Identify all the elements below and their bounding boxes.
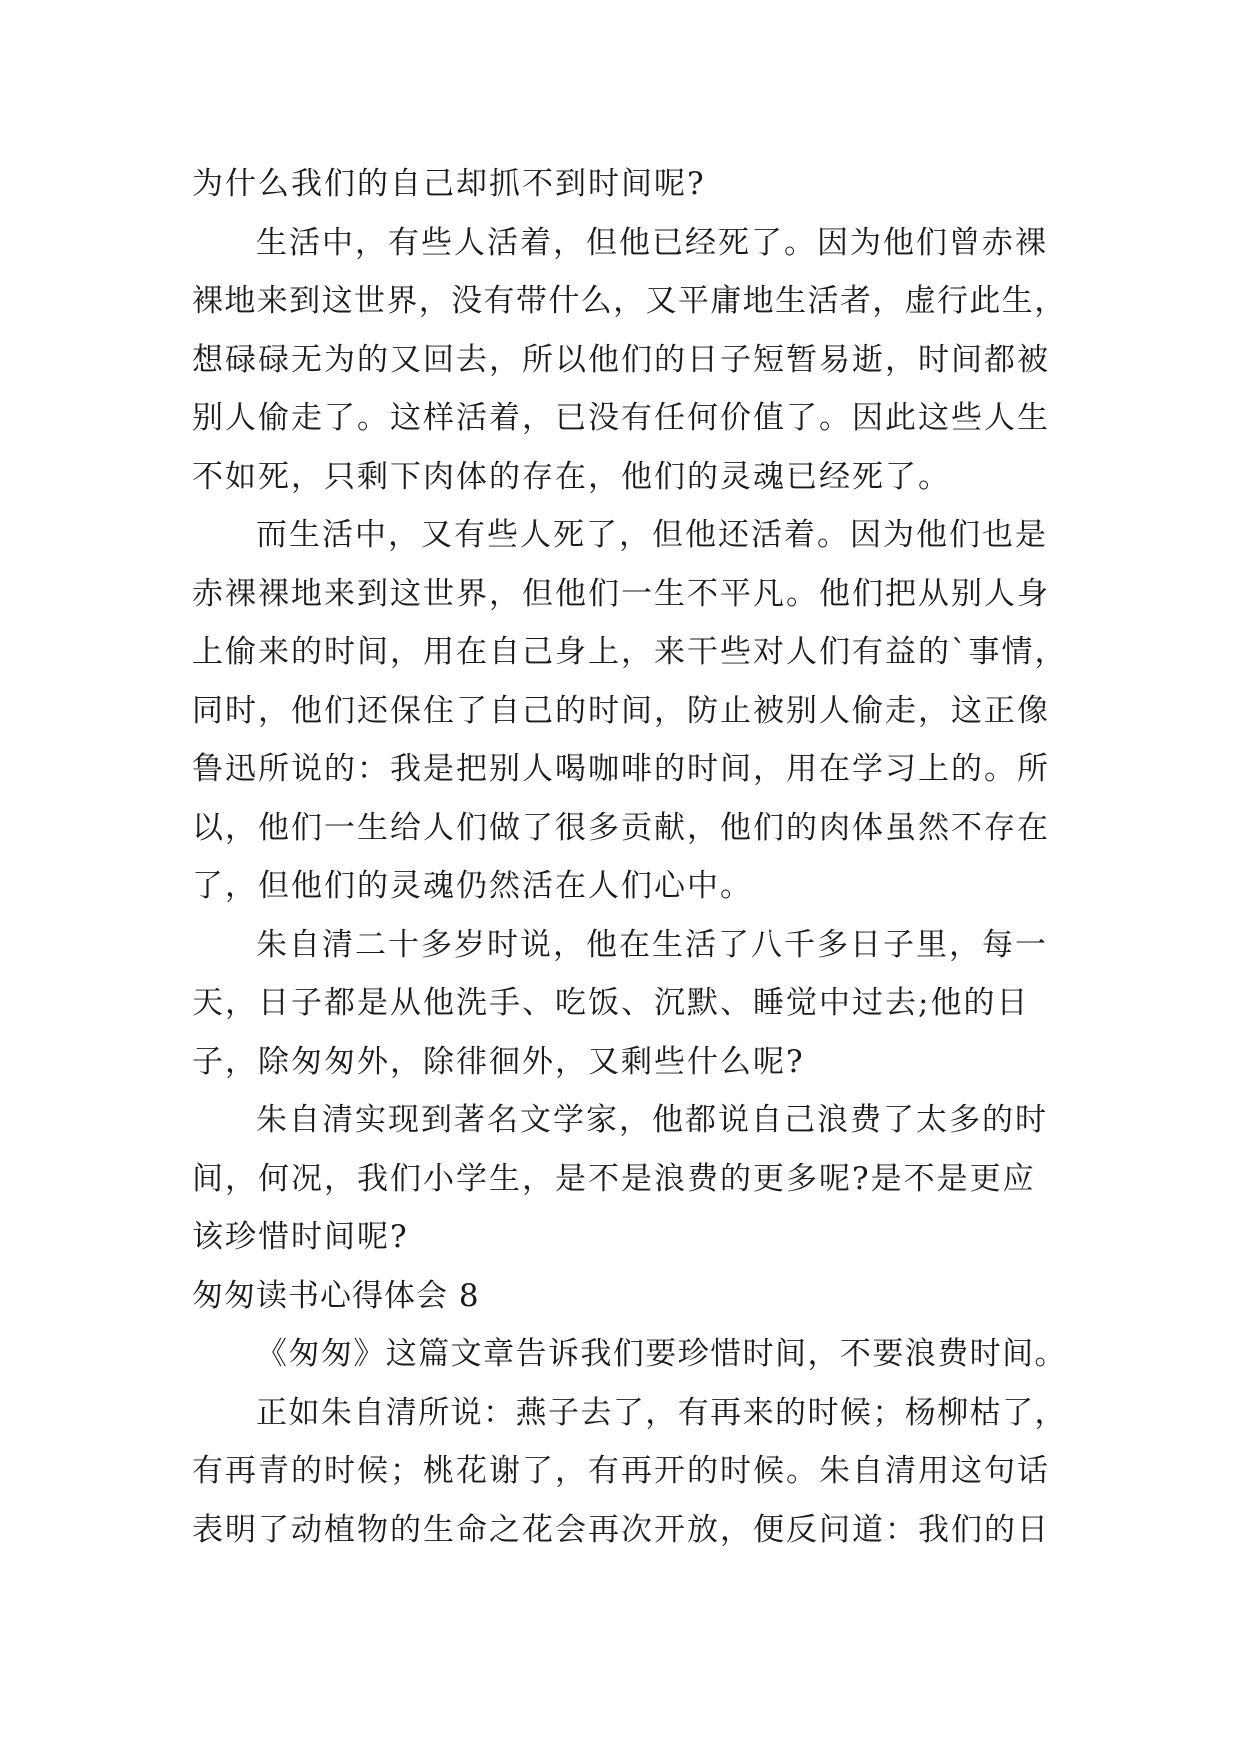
text-line: 赤裸裸地来到这世界，但他们一生不平凡。他们把从别人身 <box>192 575 1050 612</box>
text-line: 而生活中，又有些人死了，但他还活着。因为他们也是 <box>256 517 1048 553</box>
text-line: 间，何况，我们小学生，是不是浪费的更多呢?是不是更应 <box>192 1160 1036 1197</box>
text-line: 生活中，有些人活着，但他已经死了。因为他们曾赤裸 <box>256 224 1048 261</box>
text-line: 天，日子都是从他洗手、吃饭、沉默、睡觉中过去;他的日 <box>192 985 1030 1021</box>
text-line: 有再青的时候；桃花谢了，有再开的时候。朱自清用这句话 <box>192 1453 1050 1489</box>
text-line: 同时，他们还保住了自己的时间，防止被别人偷走，这正像 <box>192 692 1050 729</box>
text-line: 朱自清实现到著名文学家，他都说自己浪费了太多的时 <box>256 1102 1048 1138</box>
text-line: 朱自清二十多岁时说，他在生活了八千多日子里，每一 <box>256 926 1048 963</box>
text-line: 正如朱自清所说：燕子去了，有再来的时候；杨柳枯了， <box>256 1394 1067 1431</box>
text-line: 别人偷走了。这样活着，已没有任何价值了。因此这些人生 <box>192 400 1050 436</box>
section-heading: 匆匆读书心得体会 8 <box>192 1277 480 1314</box>
text-line: 不如死，只剩下肉体的存在，他们的灵魂已经死了。 <box>192 458 951 495</box>
text-line: 为什么我们的自己却抓不到时间呢? <box>192 166 706 202</box>
text-line: 想碌碌无为的又回去，所以他们的日子短暂易逝，时间都被 <box>192 341 1050 378</box>
text-line: 该珍惜时间呢? <box>192 1219 409 1255</box>
text-line: 上偷来的时间，用在自己身上，来干些对人们有益的`事情， <box>192 634 1068 670</box>
text-line: 子，除匆匆外，除徘徊外，又剩些什么呢? <box>192 1043 805 1080</box>
document-body <box>192 155 1072 1559</box>
text-line: 表明了动植物的生命之花会再次开放，便反问道：我们的日 <box>192 1511 1050 1548</box>
text-line: 了，但他们的灵魂仍然活在人们心中。 <box>192 868 753 904</box>
text-line: 以，他们一生给人们做了很多贡献，他们的肉体虽然不存在 <box>192 809 1050 846</box>
text-line: 《匆匆》这篇文章告诉我们要珍惜时间，不要浪费时间。 <box>256 1336 1067 1372</box>
text-line: 裸地来到这世界，没有带什么，又平庸地生活者，虚行此生， <box>192 283 1067 319</box>
text-line: 鲁迅所说的：我是把别人喝咖啡的时间，用在学习上的。所 <box>192 751 1050 787</box>
